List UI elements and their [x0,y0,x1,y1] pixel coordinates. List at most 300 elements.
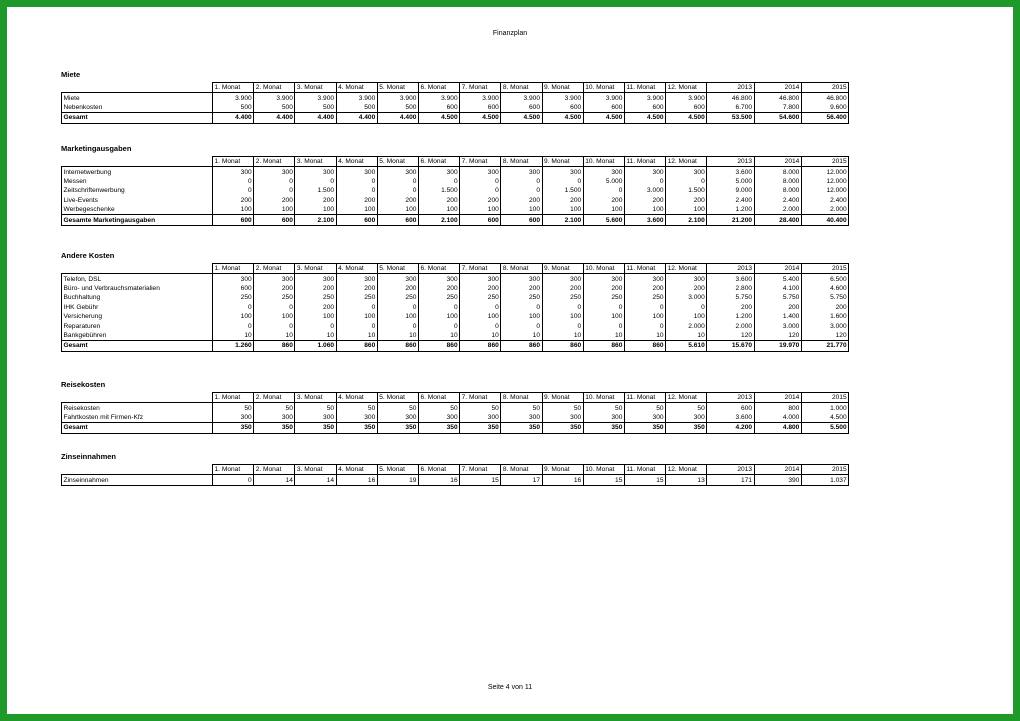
column-header: 8. Monat [501,83,542,93]
cell-value: 500 [295,103,336,113]
cell-value: 250 [377,293,418,302]
cell-value: 200 [460,196,501,205]
total-value: 28.400 [754,215,801,225]
cell-value: 3.600 [707,274,754,284]
cell-value: 300 [501,167,542,177]
total-row [62,215,849,225]
cell-value: 0 [501,177,542,186]
cell-value: 2.000 [801,205,848,215]
cell-value: 15 [624,475,665,485]
cell-value: 10 [583,331,624,341]
cell-value: 300 [542,274,583,284]
cell-value: 3.900 [295,93,336,103]
cell-value: 7.800 [754,103,801,113]
column-header: 12. Monat [666,465,707,475]
column-header: 6. Monat [418,465,459,475]
cell-value: 0 [418,321,459,330]
total-value: 53.500 [707,113,754,123]
cell-value: 46.800 [754,93,801,103]
cell-value: 300 [254,167,295,177]
table-row [62,284,849,293]
cell-value: 120 [801,331,848,341]
total-value: 56.400 [801,113,848,123]
column-header: 1. Monat [213,83,254,93]
table-row [62,93,849,103]
cell-value: 0 [542,303,583,312]
cell-value: 0 [336,177,377,186]
cell-value: 100 [295,205,336,215]
cell-value: 0 [213,177,254,186]
header-blank-cell [62,83,213,93]
cell-value: 3.900 [418,93,459,103]
column-header: 11. Monat [624,393,665,403]
section-title: Reisekosten [61,380,106,389]
table-row [62,413,849,423]
table-row [62,177,849,186]
cell-value: 300 [624,274,665,284]
cell-value: 3.000 [754,321,801,330]
cell-value: 3.600 [707,167,754,177]
cell-value: 100 [254,312,295,321]
cell-value: 100 [254,205,295,215]
table-row [62,186,849,195]
total-value: 2.100 [295,215,336,225]
total-value: 860 [418,341,459,351]
cell-value: 5.750 [754,293,801,302]
cell-value: 1.400 [754,312,801,321]
column-header: 11. Monat [624,83,665,93]
section-table [61,82,849,124]
cell-value: 0 [254,186,295,195]
column-header: 2. Monat [254,157,295,167]
cell-value: 3.900 [336,93,377,103]
cell-value: 300 [460,274,501,284]
column-header: 10. Monat [583,264,624,274]
cell-value: 250 [501,293,542,302]
cell-value: 100 [501,205,542,215]
cell-value: 0 [460,303,501,312]
cell-value: 9.000 [707,186,754,195]
column-header: 7. Monat [460,157,501,167]
column-header: 2015 [801,83,848,93]
cell-value: 300 [418,413,459,423]
cell-value: 16 [542,475,583,485]
cell-value: 300 [377,167,418,177]
column-header: 2013 [707,83,754,93]
cell-value: 300 [295,413,336,423]
cell-value: 1.500 [418,186,459,195]
cell-value: 50 [336,403,377,413]
cell-value: 800 [754,403,801,413]
cell-value: 300 [666,167,707,177]
column-header: 1. Monat [213,393,254,403]
cell-value: 2.000 [707,321,754,330]
cell-value: 100 [583,205,624,215]
column-header: 7. Monat [460,393,501,403]
column-header: 8. Monat [501,264,542,274]
cell-value: 300 [583,274,624,284]
cell-value: 200 [501,196,542,205]
header-blank-cell [62,264,213,274]
cell-value: 300 [583,167,624,177]
column-header: 10. Monat [583,393,624,403]
column-header: 5. Monat [377,83,418,93]
total-value: 350 [666,423,707,433]
total-value: 5.600 [583,215,624,225]
table-row [62,475,849,485]
cell-value: 50 [583,403,624,413]
row-label: Büro- und Verbrauchsmaterialien [62,284,213,293]
cell-value: 390 [754,475,801,485]
cell-value: 250 [624,293,665,302]
total-value: 600 [501,215,542,225]
total-value: 350 [501,423,542,433]
cell-value: 200 [418,196,459,205]
cell-value: 3.900 [583,93,624,103]
header-blank-cell [62,393,213,403]
cell-value: 0 [542,177,583,186]
cell-value: 5.000 [583,177,624,186]
total-value: 860 [460,341,501,351]
section-4 [61,450,848,486]
column-header: 3. Monat [295,83,336,93]
cell-value: 1.200 [707,312,754,321]
total-value: 600 [460,215,501,225]
column-header: 11. Monat [624,264,665,274]
row-label: Reparaturen [62,321,213,330]
cell-value: 300 [542,167,583,177]
total-value: 860 [336,341,377,351]
column-header: 2014 [754,393,801,403]
cell-value: 300 [377,413,418,423]
cell-value: 8.000 [754,177,801,186]
table-row [62,403,849,413]
column-header: 11. Monat [624,157,665,167]
total-value: 860 [501,341,542,351]
cell-value: 50 [418,403,459,413]
total-row [62,113,849,123]
cell-value: 300 [377,274,418,284]
table-row [62,303,849,312]
cell-value: 46.800 [707,93,754,103]
header-blank-cell [62,465,213,475]
column-header: 5. Monat [377,264,418,274]
cell-value: 5.750 [801,293,848,302]
column-header: 4. Monat [336,157,377,167]
cell-value: 2.400 [707,196,754,205]
total-value: 2.100 [542,215,583,225]
table-row [62,331,849,341]
total-label: Gesamt [62,113,213,123]
cell-value: 100 [583,312,624,321]
row-label: Zinseinnahmen [62,475,213,485]
cell-value: 100 [213,312,254,321]
cell-value: 0 [295,177,336,186]
cell-value: 50 [666,403,707,413]
cell-value: 10 [418,331,459,341]
cell-value: 9.600 [801,103,848,113]
cell-value: 200 [666,196,707,205]
cell-value: 0 [336,186,377,195]
cell-value: 200 [295,284,336,293]
cell-value: 5.400 [754,274,801,284]
cell-value: 1.500 [666,186,707,195]
cell-value: 0 [418,303,459,312]
header-row [62,264,849,274]
column-header: 3. Monat [295,393,336,403]
section-title: Andere Kosten [61,251,115,260]
column-header: 9. Monat [542,264,583,274]
column-header: 3. Monat [295,157,336,167]
cell-value: 600 [542,103,583,113]
column-header: 2013 [707,157,754,167]
cell-value: 200 [295,303,336,312]
cell-value: 600 [624,103,665,113]
cell-value: 1.037 [801,475,848,485]
column-header: 1. Monat [213,264,254,274]
cell-value: 300 [336,274,377,284]
cell-value: 10 [624,331,665,341]
cell-value: 300 [583,413,624,423]
cell-value: 0 [336,321,377,330]
total-value: 4.500 [418,113,459,123]
column-header: 11. Monat [624,465,665,475]
cell-value: 250 [213,293,254,302]
table-row [62,321,849,330]
cell-value: 300 [624,413,665,423]
cell-value: 0 [336,303,377,312]
column-header: 10. Monat [583,157,624,167]
column-header: 5. Monat [377,157,418,167]
cell-value: 0 [583,186,624,195]
cell-value: 300 [254,274,295,284]
column-header: 6. Monat [418,264,459,274]
cell-value: 0 [624,177,665,186]
cell-value: 0 [377,303,418,312]
column-header: 9. Monat [542,393,583,403]
cell-value: 8.000 [754,186,801,195]
cell-value: 200 [801,303,848,312]
cell-value: 0 [583,303,624,312]
cell-value: 100 [542,312,583,321]
cell-value: 10 [213,331,254,341]
total-value: 1.260 [213,341,254,351]
cell-value: 300 [460,413,501,423]
total-row [62,341,849,351]
total-value: 5.500 [801,423,848,433]
column-header: 7. Monat [460,83,501,93]
row-label: Reisekosten [62,403,213,413]
total-value: 2.100 [666,215,707,225]
header-row [62,83,849,93]
column-header: 2015 [801,157,848,167]
cell-value: 300 [666,274,707,284]
cell-value: 0 [254,303,295,312]
cell-value: 0 [254,177,295,186]
total-value: 350 [542,423,583,433]
column-header: 2. Monat [254,264,295,274]
cell-value: 0 [666,303,707,312]
column-header: 6. Monat [418,393,459,403]
cell-value: 200 [666,284,707,293]
total-value: 4.500 [583,113,624,123]
cell-value: 0 [542,321,583,330]
cell-value: 3.000 [666,293,707,302]
row-label: Zeitschriftenwerbung [62,186,213,195]
cell-value: 3.000 [801,321,848,330]
row-label: Telefon, DSL [62,274,213,284]
cell-value: 200 [254,284,295,293]
total-label: Gesamt [62,423,213,433]
column-header: 1. Monat [213,465,254,475]
row-label: Nebenkosten [62,103,213,113]
cell-value: 0 [213,186,254,195]
total-value: 860 [377,341,418,351]
cell-value: 250 [542,293,583,302]
cell-value: 19 [377,475,418,485]
column-header: 2. Monat [254,465,295,475]
cell-value: 500 [254,103,295,113]
column-header: 5. Monat [377,465,418,475]
column-header: 9. Monat [542,157,583,167]
column-header: 12. Monat [666,83,707,93]
section-1 [61,142,848,226]
cell-value: 14 [254,475,295,485]
column-header: 6. Monat [418,83,459,93]
cell-value: 100 [418,205,459,215]
column-header: 10. Monat [583,83,624,93]
row-label: Miete [62,93,213,103]
cell-value: 50 [624,403,665,413]
cell-value: 300 [213,274,254,284]
total-value: 4.500 [624,113,665,123]
section-table [61,392,849,434]
header-blank-cell [62,157,213,167]
column-header: 4. Monat [336,393,377,403]
total-value: 3.600 [624,215,665,225]
cell-value: 16 [418,475,459,485]
cell-value: 12.000 [801,186,848,195]
cell-value: 2.400 [801,196,848,205]
cell-value: 16 [336,475,377,485]
cell-value: 0 [501,321,542,330]
cell-value: 500 [213,103,254,113]
total-value: 350 [583,423,624,433]
table-row [62,274,849,284]
total-value: 15.670 [707,341,754,351]
cell-value: 250 [295,293,336,302]
cell-value: 0 [460,321,501,330]
cell-value: 46.800 [801,93,848,103]
column-header: 2013 [707,393,754,403]
table-row [62,167,849,177]
page-title: Finanzplan [492,30,528,37]
cell-value: 300 [254,413,295,423]
cell-value: 3.900 [624,93,665,103]
total-value: 4.400 [254,113,295,123]
cell-value: 100 [377,312,418,321]
total-value: 350 [377,423,418,433]
cell-value: 0 [213,303,254,312]
total-value: 4.400 [295,113,336,123]
cell-value: 200 [542,284,583,293]
cell-value: 100 [624,205,665,215]
cell-value: 8.000 [754,167,801,177]
cell-value: 3.900 [213,93,254,103]
column-header: 8. Monat [501,465,542,475]
total-value: 4.500 [501,113,542,123]
total-value: 350 [295,423,336,433]
cell-value: 100 [418,312,459,321]
cell-value: 300 [501,413,542,423]
cell-value: 600 [666,103,707,113]
cell-value: 100 [624,312,665,321]
cell-value: 4.000 [754,413,801,423]
cell-value: 15 [583,475,624,485]
cell-value: 200 [336,196,377,205]
cell-value: 200 [542,196,583,205]
total-value: 5.610 [666,341,707,351]
cell-value: 10 [666,331,707,341]
cell-value: 300 [336,167,377,177]
row-label: Werbegeschenke [62,205,213,215]
total-value: 21.200 [707,215,754,225]
cell-value: 12.000 [801,177,848,186]
cell-value: 2.400 [754,196,801,205]
total-value: 4.400 [213,113,254,123]
cell-value: 1.000 [801,403,848,413]
section-2 [61,249,848,352]
cell-value: 50 [295,403,336,413]
cell-value: 500 [336,103,377,113]
column-header: 2014 [754,83,801,93]
cell-value: 10 [295,331,336,341]
total-value: 350 [624,423,665,433]
cell-value: 200 [624,284,665,293]
table-row [62,312,849,321]
cell-value: 1.500 [295,186,336,195]
cell-value: 600 [418,103,459,113]
total-value: 4.200 [707,423,754,433]
cell-value: 200 [754,303,801,312]
cell-value: 0 [624,321,665,330]
column-header: 8. Monat [501,157,542,167]
cell-value: 200 [583,284,624,293]
section-table [61,156,849,226]
column-header: 2013 [707,264,754,274]
total-value: 40.400 [801,215,848,225]
cell-value: 14 [295,475,336,485]
column-header: 2014 [754,465,801,475]
total-value: 4.400 [336,113,377,123]
cell-value: 200 [460,284,501,293]
cell-value: 10 [254,331,295,341]
total-value: 350 [418,423,459,433]
cell-value: 15 [460,475,501,485]
cell-value: 3.900 [254,93,295,103]
cell-value: 300 [418,167,459,177]
cell-value: 4.100 [754,284,801,293]
total-label: Gesamte Marketingausgaben [62,215,213,225]
row-label: Messen [62,177,213,186]
total-value: 4.800 [754,423,801,433]
cell-value: 100 [542,205,583,215]
cell-value: 10 [501,331,542,341]
cell-value: 100 [336,205,377,215]
cell-value: 4.500 [801,413,848,423]
cell-value: 200 [501,284,542,293]
cell-value: 200 [254,196,295,205]
